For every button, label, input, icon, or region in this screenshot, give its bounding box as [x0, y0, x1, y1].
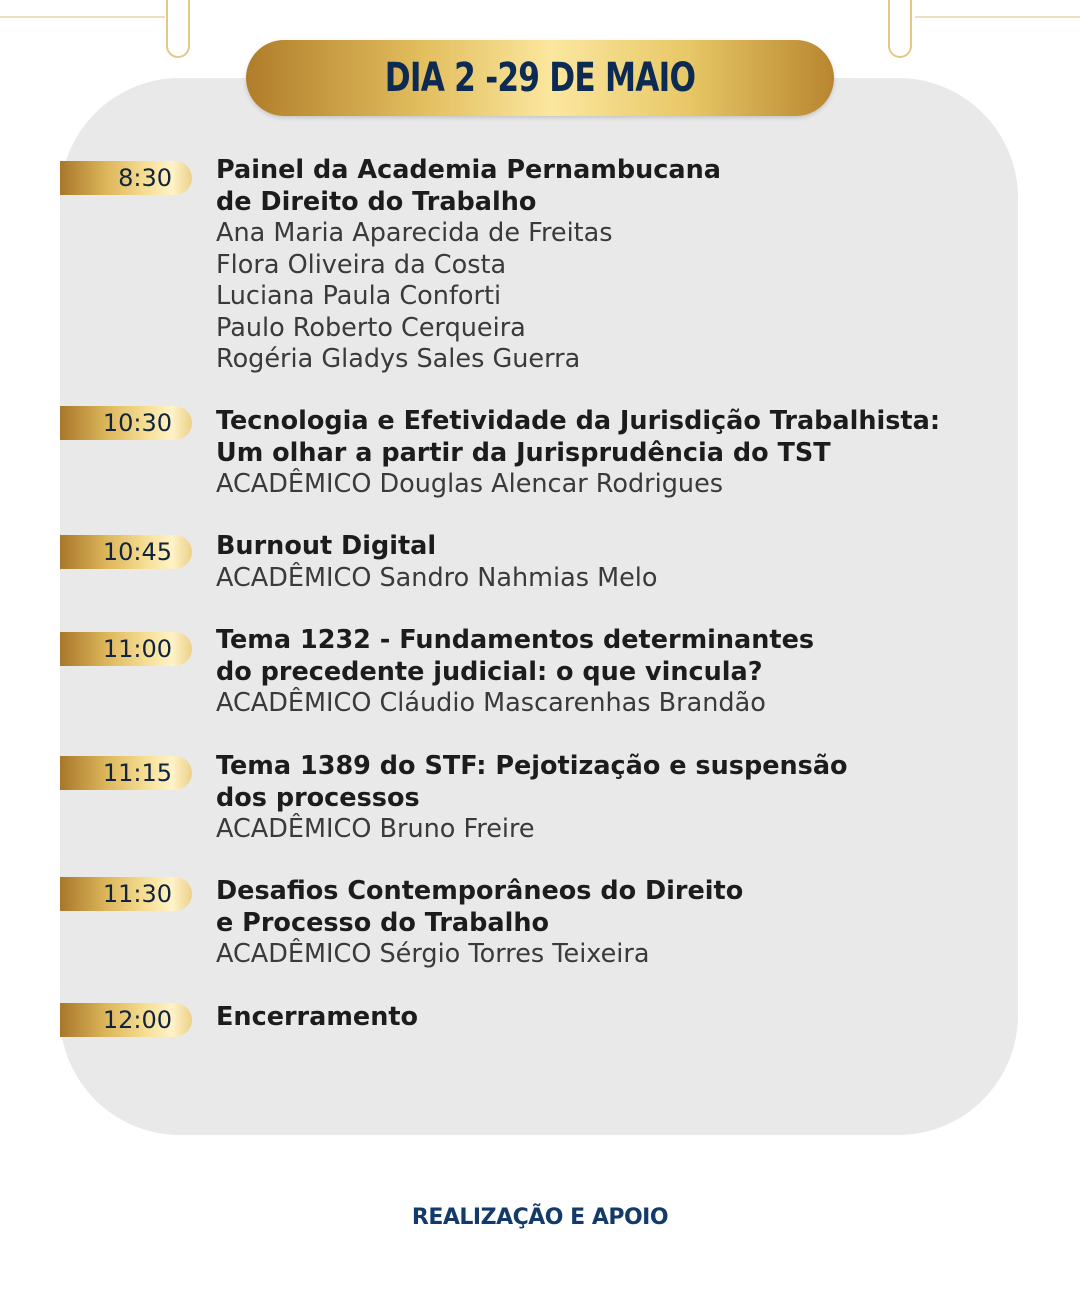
item-title-line: dos processos: [216, 782, 420, 813]
item-title-line: Painel da Academia Pernambucana: [216, 155, 721, 185]
item-title-line: Burnout Digital: [216, 531, 437, 561]
agenda-item: [216, 406, 996, 501]
item-title-line: de Direito do Trabalho: [216, 186, 537, 217]
speaker-name: Paulo Roberto Cerqueira: [216, 312, 526, 343]
speaker-name: ACADÊMICO Cláudio Mascarenhas Brandão: [216, 688, 766, 718]
agenda-item: [216, 1002, 996, 1034]
agenda-item: [216, 155, 996, 376]
time-tag: [60, 877, 192, 911]
agenda-item: [216, 531, 996, 594]
speaker-name: Flora Oliveira da Costa: [216, 249, 507, 280]
day-title: DIA 2 -29 DE MAIO: [384, 55, 696, 101]
item-title-line: Desafios Contemporâneos do Direito: [216, 876, 744, 906]
top-border-line-right: [915, 16, 1080, 18]
time-tag: [60, 161, 192, 195]
speaker-name: Luciana Paula Conforti: [216, 281, 502, 311]
speaker-name: ACADÊMICO Sérgio Torres Teixeira: [216, 939, 650, 969]
time-label: 8:30: [118, 164, 172, 192]
right-hanger-decoration: [888, 0, 912, 58]
time-label: 12:00: [102, 1006, 172, 1034]
time-label: 10:30: [102, 409, 172, 437]
speaker-name: ACADÊMICO Douglas Alencar Rodrigues: [216, 469, 724, 499]
item-title-line: Tema 1389 do STF: Pejotização e suspensão: [216, 751, 848, 781]
left-hanger-decoration: [166, 0, 190, 58]
agenda-item: [216, 751, 996, 846]
agenda-item: [216, 876, 996, 971]
item-title-line: do precedente judicial: o que vincula?: [216, 656, 763, 687]
item-title-line: e Processo do Trabalho: [216, 907, 550, 938]
time-tag: [60, 756, 192, 790]
item-title-line: Um olhar a partir da Jurisprudência do TST: [216, 437, 831, 468]
item-title-line: Encerramento: [216, 1002, 419, 1032]
time-label: 11:30: [102, 880, 172, 908]
time-tag: [60, 632, 192, 666]
time-tag: [60, 1003, 192, 1037]
day-title-banner: [246, 40, 834, 116]
time-label: 11:00: [102, 635, 172, 663]
time-label: 10:45: [102, 538, 172, 566]
agenda-item: [216, 625, 996, 720]
top-border-line-left: [0, 16, 165, 18]
item-title-line: Tecnologia e Efetividade da Jurisdição Trabalhista:: [216, 406, 941, 436]
speaker-name: Rogéria Gladys Sales Guerra: [216, 344, 581, 374]
speaker-name: ACADÊMICO Bruno Freire: [216, 814, 535, 844]
item-title-line: Tema 1232 - Fundamentos determinantes: [216, 625, 815, 655]
time-tag: [60, 535, 192, 569]
time-tag: [60, 406, 192, 440]
time-label: 11:15: [102, 759, 172, 787]
speaker-name: Ana Maria Aparecida de Freitas: [216, 218, 613, 248]
footer-sponsors-heading: REALIZAÇÃO E APOIO: [411, 1205, 669, 1230]
speaker-name: ACADÊMICO Sandro Nahmias Melo: [216, 562, 658, 593]
